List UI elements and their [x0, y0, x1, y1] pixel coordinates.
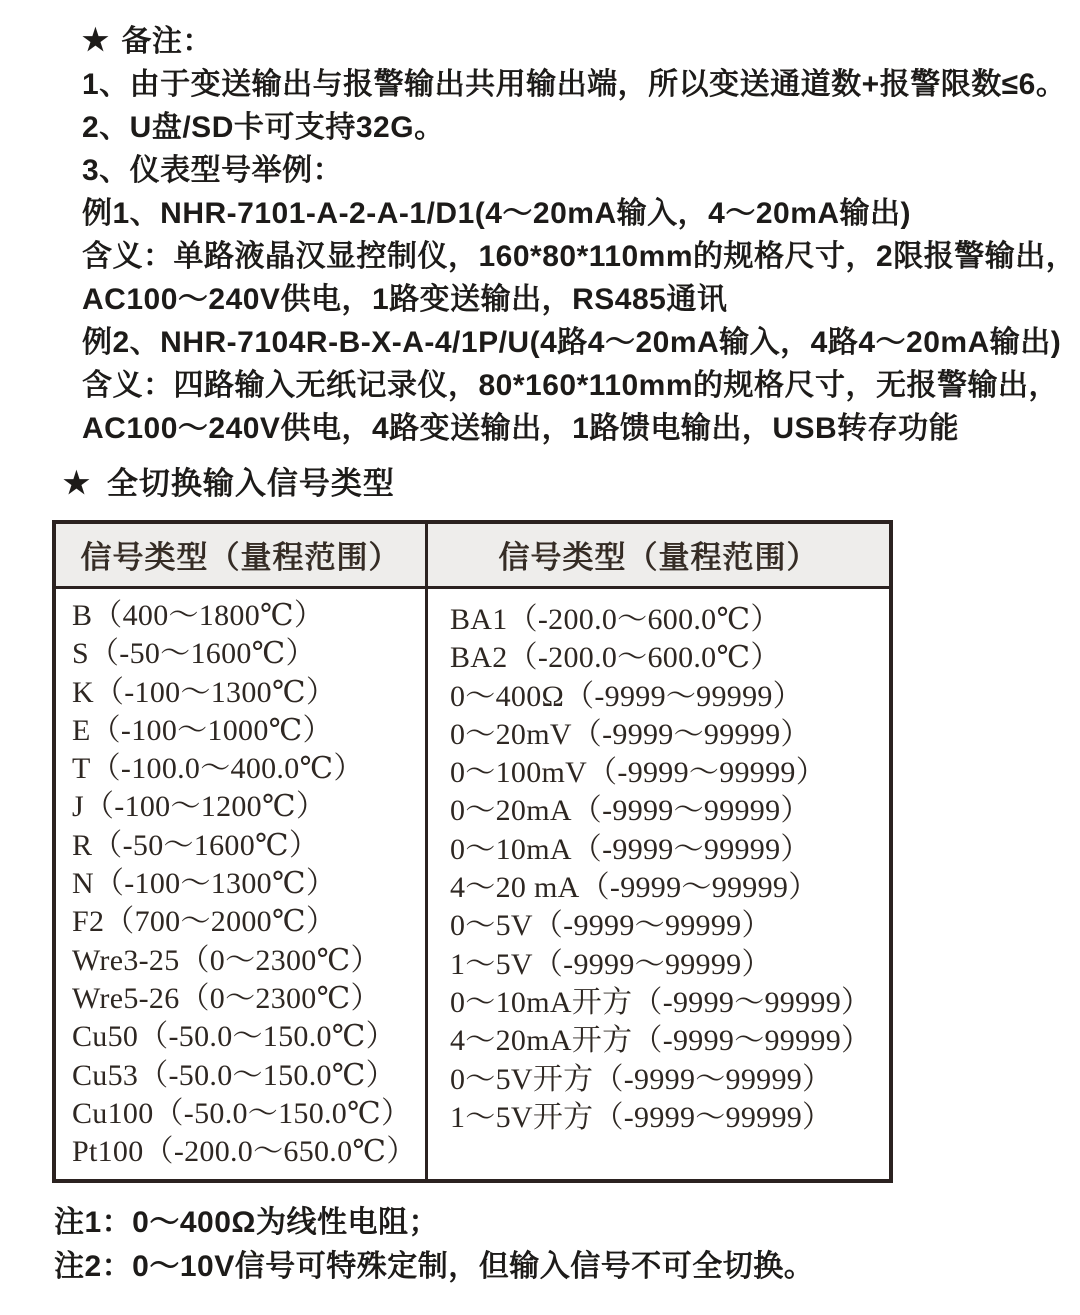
- table-header-cell: 信号类型（量程范围）: [498, 540, 819, 575]
- table-header-row: [56, 524, 889, 589]
- table-row: 4～20 mA（-9999～99999）: [450, 871, 819, 905]
- table-row: Wre3-25（0～2300℃）: [72, 943, 381, 977]
- remark-line: 3、仪表型号举例：: [82, 154, 344, 187]
- table-row: F2（700～2000℃）: [72, 905, 337, 939]
- remark-line: 例2、NHR-7104R-B-X-A-4/1P/U(4路4～20mA输入，4路4～20mA输出): [82, 326, 1062, 359]
- footnote-line: 注1：0～400Ω为线性电阻；: [54, 1206, 439, 1240]
- signal-types-title: 全切换输入信号类型: [106, 466, 395, 501]
- star-icon: ★: [82, 24, 110, 57]
- table-row: Cu50（-50.0～150.0℃）: [72, 1020, 396, 1054]
- table-row: R（-50～1600℃）: [72, 828, 320, 862]
- table-row: 1～5V开方（-9999～99999）: [450, 1100, 833, 1134]
- table-row: 0～100mV（-9999～99999）: [450, 756, 826, 790]
- table-left-column: [56, 589, 428, 1179]
- table-row: 4～20mA开方（-9999～99999）: [450, 1024, 872, 1058]
- remark-line: 2、U盘/SD卡可支持32G。: [82, 111, 445, 144]
- remark-line: AC100～240V供电，1路变送输出，RS485通讯: [82, 283, 728, 316]
- remarks-title: 备注：: [121, 25, 213, 58]
- table-row: BA2（-200.0～600.0℃）: [450, 641, 781, 675]
- table-row: 0～20mV（-9999～99999）: [450, 717, 811, 751]
- signal-types-heading: [63, 462, 1080, 506]
- remark-line: 含义：单路液晶汉显控制仪，160*80*110mm的规格尺寸，2限报警输出，: [82, 240, 1077, 273]
- table-row: N（-100～1300℃）: [72, 867, 337, 901]
- table-row: 0～10mA开方（-9999～99999）: [450, 985, 872, 1019]
- table-row: J（-100～1200℃）: [72, 790, 327, 824]
- table-body: [56, 589, 889, 1179]
- remarks-section: [0, 0, 1080, 450]
- table-row: B（400～1800℃）: [72, 599, 325, 632]
- remark-line: 例1、NHR-7101-A-2-A-1/D1(4～20mA输入，4～20mA输出): [82, 197, 912, 230]
- table-row: BA1（-200.0～600.0℃）: [450, 603, 781, 636]
- table-right-column: [428, 589, 889, 1179]
- footnotes: [54, 1201, 1080, 1289]
- table-row: 0～5V开方（-9999～99999）: [450, 1062, 833, 1096]
- table-row: Cu53（-50.0～150.0℃）: [72, 1058, 396, 1092]
- table-row: S（-50～1600℃）: [72, 637, 316, 671]
- table-header-cell: 信号类型（量程范围）: [56, 524, 428, 586]
- table-row: Cu100（-50.0～150.0℃）: [72, 1096, 412, 1130]
- table-row: T（-100.0～400.0℃）: [72, 752, 364, 786]
- remark-line: 含义：四路输入无纸记录仪，80*160*110mm的规格尺寸，无报警输出，: [82, 369, 1060, 402]
- table-row: 0～20mA（-9999～99999）: [450, 794, 811, 828]
- remark-line: 1、由于变送输出与报警输出共用输出端，所以变送通道数+报警限数≤6。: [82, 68, 1067, 101]
- table-row: 0～10mA（-9999～99999）: [450, 832, 811, 866]
- table-row: 0～400Ω（-9999～99999）: [450, 679, 803, 713]
- table-row: Pt100（-200.0～650.0℃）: [72, 1135, 417, 1169]
- footnote-line: 注2：0～10V信号可特殊定制，但输入信号不可全切换。: [54, 1250, 815, 1284]
- remark-line: AC100～240V供电，4路变送输出，1路馈电输出，USB转存功能: [82, 412, 960, 445]
- table-row: Wre5-26（0～2300℃）: [72, 981, 381, 1015]
- signal-type-table: [52, 520, 893, 1183]
- table-row: 0～5V（-9999～99999）: [450, 909, 772, 943]
- table-row: 1～5V（-9999～99999）: [450, 947, 772, 981]
- remarks-heading: [82, 20, 1050, 63]
- star-icon: ★: [63, 467, 91, 500]
- table-row: E（-100～1000℃）: [72, 713, 333, 747]
- table-row: K（-100～1300℃）: [72, 675, 337, 709]
